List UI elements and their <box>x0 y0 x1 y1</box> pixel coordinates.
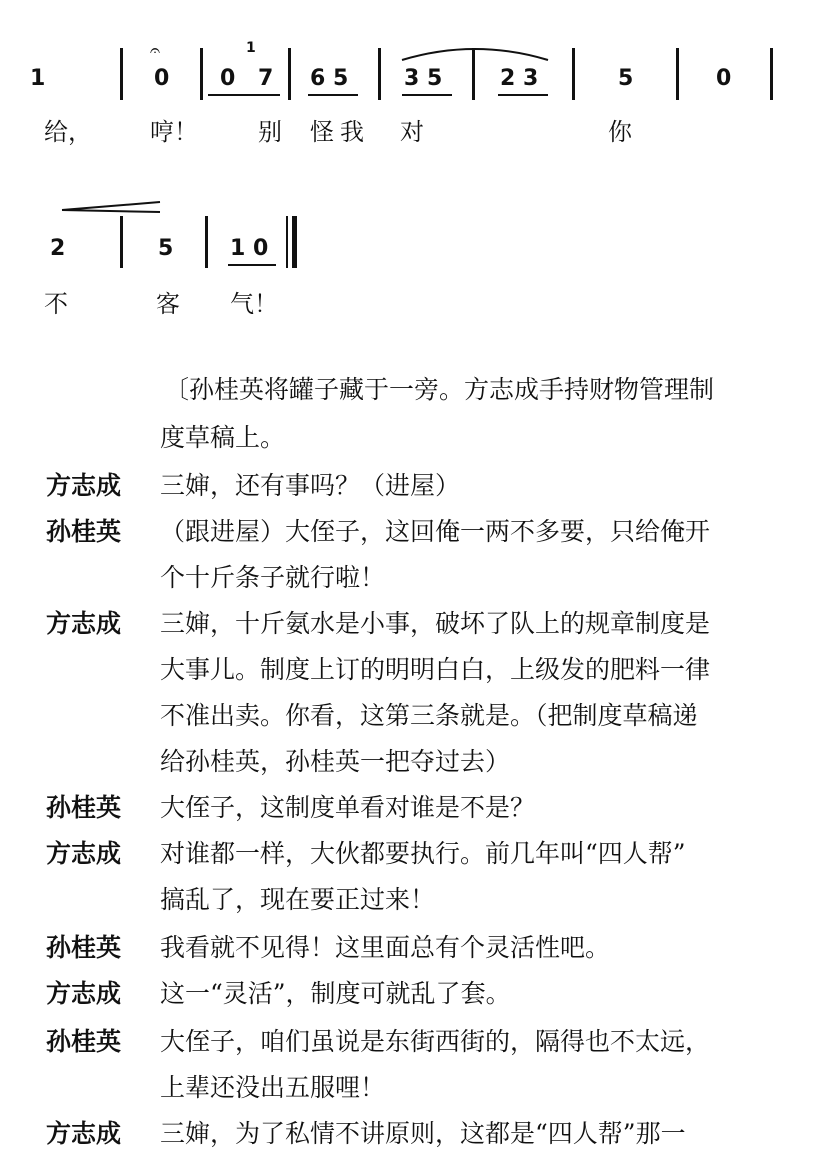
dialogue-line: 搞乱了，现在要正过来！ <box>160 885 436 914</box>
underline-beam <box>228 264 276 266</box>
lyric: 气！ <box>230 290 278 318</box>
note-2: 2 <box>50 236 66 261</box>
note-35: 3 5 <box>404 66 443 91</box>
dialogue-line: 我看就不见得！这里面总有个灵活性吧。 <box>160 933 611 962</box>
speaker-name: 方志成 <box>46 609 122 638</box>
dialogue-line: 个十斤条子就行啦！ <box>160 563 386 592</box>
lyric: 别 <box>258 118 282 146</box>
final-bar-line <box>286 216 288 268</box>
dialogue-line: 对谁都一样，大伙都要执行。前几年叫“四人帮” <box>160 839 686 868</box>
speaker-name: 孙桂英 <box>46 793 122 822</box>
note-5: 5 <box>618 66 634 91</box>
dialogue-line: 大侄子，咱们虽说是东街西街的，隔得也不太远， <box>160 1027 711 1056</box>
dialogue-line: 这一“灵活”，制度可就乱了套。 <box>160 979 511 1008</box>
note-7: 7 <box>258 66 274 91</box>
dialogue-line: 三婶，十斤氨水是小事，破坏了队上的规章制度是 <box>160 609 711 638</box>
bar-line <box>120 216 123 268</box>
final-bar-line <box>292 216 297 268</box>
dialogue-line: 大侄子，这制度单看对谁是不是？ <box>160 793 536 822</box>
note-65: 6 5 <box>310 66 349 91</box>
grace-note: 1 <box>246 40 256 56</box>
speaker-name: 孙桂英 <box>46 933 122 962</box>
note-5: 5 <box>158 236 174 261</box>
speaker-name: 方志成 <box>46 471 122 500</box>
note-1: 1 <box>30 66 46 91</box>
note-rest: 0 <box>154 66 170 91</box>
dialogue-line: 三婶，还有事吗？（进屋） <box>160 471 461 500</box>
dialogue-line: （跟进屋）大侄子，这回俺一两不多要，只给俺开 <box>160 517 711 546</box>
dialogue-line: 大事儿。制度上订的明明白白，上级发的肥料一律 <box>160 655 711 684</box>
speaker-name: 方志成 <box>46 1119 122 1148</box>
lyric: 对 <box>400 118 424 146</box>
note-rest: 0 <box>220 66 236 91</box>
note-10: 1 0 <box>230 236 269 261</box>
lyric: 客 <box>156 290 180 318</box>
stage-direction-line: 度草稿上。 <box>160 423 286 452</box>
lyric: 不 <box>44 290 68 318</box>
lyric: 我 <box>340 118 364 146</box>
speaker-name: 方志成 <box>46 839 122 868</box>
speaker-name: 孙桂英 <box>46 1027 122 1056</box>
stage-direction-line: 〔孙桂英将罐子藏于一旁。方志成手持财物管理制 <box>164 375 715 404</box>
speaker-name: 方志成 <box>46 979 122 1008</box>
lyric: 你 <box>608 118 632 146</box>
lyric: 哼！ <box>150 118 198 146</box>
lyric: 怪 <box>310 118 334 146</box>
dialogue-line: 三婶，为了私情不讲原则，这都是“四人帮”那一 <box>160 1119 686 1148</box>
note-rest: 0 <box>716 66 732 91</box>
fermata-icon: 𝄐 <box>150 40 161 61</box>
dialogue-line: 不准出卖。你看，这第三条就是。（把制度草稿递 <box>160 701 698 730</box>
tie-icon <box>0 0 822 260</box>
dialogue-line: 上辈还没出五服哩！ <box>160 1073 386 1102</box>
bar-line <box>205 216 208 268</box>
note-23: 2 3 <box>500 66 539 91</box>
dialogue-line: 给孙桂英，孙桂英一把夺过去） <box>160 747 511 776</box>
speaker-name: 孙桂英 <box>46 517 122 546</box>
lyric: 给， <box>44 118 92 146</box>
